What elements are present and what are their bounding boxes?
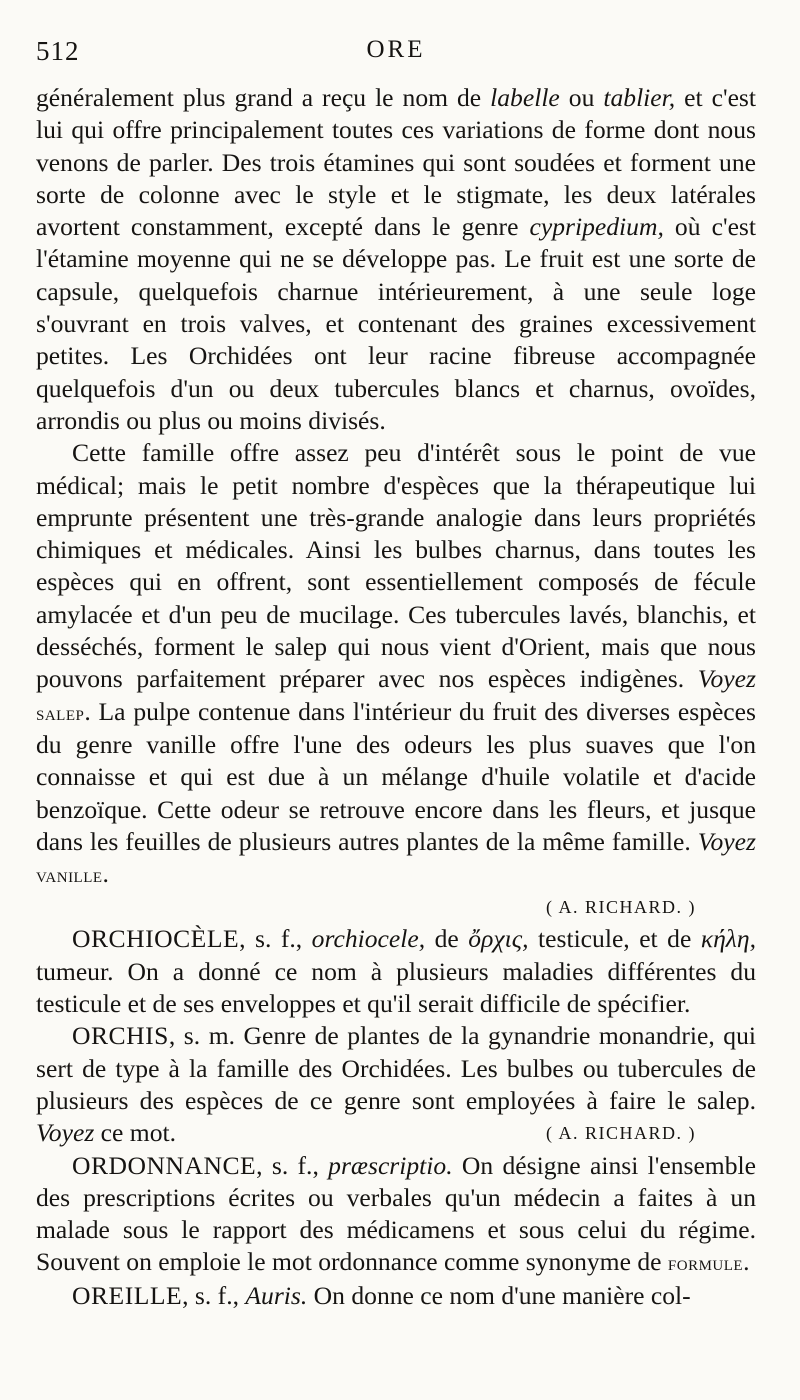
author-signature: ( A. RICHARD. )	[545, 897, 696, 918]
italic-term: Auris.	[245, 1280, 308, 1310]
cross-reference: vanille	[36, 862, 103, 888]
greek-term: ὄρχις,	[468, 924, 529, 954]
text-run: , s. f.,	[239, 924, 312, 954]
cross-reference: salep	[36, 699, 85, 725]
author-signature: ( A. RICHARD. )	[545, 1123, 696, 1144]
page-number: 512	[36, 36, 80, 66]
body-text	[36, 82, 756, 1312]
paragraph-orchidees-description	[36, 82, 756, 437]
text-run: , s. f.,	[182, 1280, 246, 1310]
text-run: de	[425, 924, 469, 954]
text-run: et c'est lui qui offre principalement toutes ces variations de forme dont nous venons de parler. Des trois étamines qui sont soudées et forment une sorte de colonne avec le style et le stigmate, les deux latérales avortent constamment, excepté dans le genre	[36, 83, 757, 242]
greek-term: κήλη,	[700, 924, 756, 954]
running-title: ORE	[366, 36, 426, 63]
text-run: ou	[559, 83, 604, 112]
italic-term: tablier,	[603, 83, 676, 112]
entry-ordonnance	[36, 1150, 756, 1280]
text-run: .	[102, 859, 109, 889]
italic-term: cypripedium,	[529, 212, 664, 242]
text-run: , s. m. Genre de plantes de la gynandrie monandrie, qui sert de type à la famille des Orchidées. Les bulbes ou tubercules de plusieurs des espèces de ce genre sont employées à faire le salep.	[36, 1021, 756, 1115]
text-run: On désigne ainsi l'ensemble des prescriptions écrites ou verbales qu'un médecin a faites à un malade sous le rapport des médicamens et sous celui du régime. Souvent on emploie le mot ordonnance comme synonyme de	[36, 1150, 756, 1277]
italic-term: Voyez	[697, 826, 756, 856]
text-run: testicule, et de	[528, 924, 701, 954]
italic-term: labelle	[490, 83, 560, 112]
text-run: , s. f.,	[256, 1150, 329, 1180]
entry-headword: OREILLE	[72, 1280, 183, 1310]
entry-orchis	[36, 1020, 756, 1149]
entry-headword: ORCHIS	[72, 1021, 169, 1051]
italic-term: Voyez	[36, 1118, 95, 1148]
text-run: . La pulpe contenue dans l'intérieur du fruit des diverses espèces du genre vanille offre l'une des odeurs les plus suaves que l'on connaisse et qui est due à un mélange d'huile volatile et d'acide benzoïque. Cette odeur se retrouve encore dans les fleurs, et jusque dans les feuilles de plusieurs autres plantes de la même famille.	[36, 696, 756, 856]
running-head	[36, 30, 756, 82]
italic-term: orchiocele,	[311, 924, 426, 954]
entry-orchiocele	[36, 923, 756, 1020]
paragraph-orchidees-medical	[36, 437, 756, 891]
entry-oreille	[36, 1280, 756, 1312]
entry-headword: ORCHIOCÈLE	[72, 924, 240, 954]
cross-reference: formule	[667, 1250, 744, 1276]
text-run: ce mot.	[94, 1118, 177, 1148]
text-run: .	[743, 1247, 750, 1277]
text-run: généralement plus grand a reçu le nom de	[36, 83, 491, 112]
italic-term: præscriptio.	[328, 1150, 453, 1180]
italic-term: Voyez	[697, 664, 756, 694]
text-run: Cette famille offre assez peu d'intérêt sous le point de vue médical; mais le petit nombre d'espèces que la thérapeutique lui emprunte présentent une très-grande analogie dans leurs propriétés chimiques et médicales. Ainsi les bulbes charnus, dans toutes les espèces qui en offrent, sont essentiellement composés de fécule amylacée et d'un peu de mucilage. Ces tubercules lavés, blanchis, et desséchés, forment le salep qui nous vient d'Orient, mais que nous pouvons parfaitement préparer avec nos espèces indigènes.	[36, 438, 756, 694]
text-run: tumeur. On a donné ce nom à plusieurs maladies différentes du testicule et de ses enveloppes et qu'il serait difficile de spécifier.	[36, 956, 756, 1019]
text-run: où c'est l'étamine moyenne qui ne se développe pas. Le fruit est une sorte de capsule, quelquefois charnue intérieurement, à une seule loge s'ouvrant en trois valves, et contenant des graines excessivement petites. Les Orchidées ont leur racine fibreuse accompagnée quelquefois d'un ou deux tubercules blancs et charnus, ovoïdes, arrondis ou plus ou moins divisés.	[36, 212, 756, 435]
entry-headword: ORDONNANCE	[72, 1150, 257, 1180]
text-run: On donne ce nom d'une manière col-	[307, 1280, 691, 1310]
